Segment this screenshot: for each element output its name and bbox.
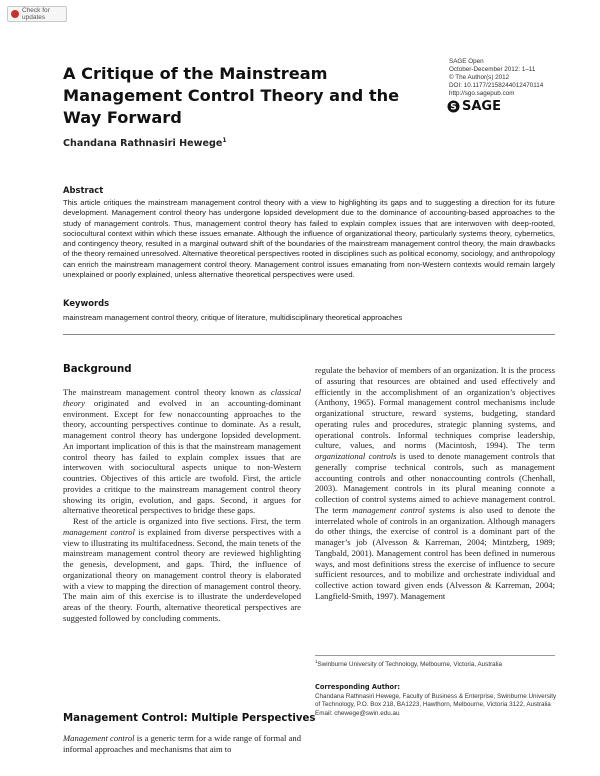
background-section bbox=[63, 387, 301, 624]
background-heading: Background bbox=[63, 364, 132, 375]
background-paragraph-2: Rest of the article is organized into five sections. First, the term management control is explained from diverse perspectives with a view to illustrating its multifacedness. Second, the main tenets of the mainstream management control theory are reviewed highlighting the genesis, development, and gaps. Third, the influence of organizational theory on management control theory is elaborated with a view to mapping the direction of management control theory. The main aim of this exercise is to illustrate the underdeveloped areas of the theory. Fourth, alternative theoretical perspectives are suggested followed by concluding comments. bbox=[63, 516, 301, 623]
right-column-text: regulate the behavior of members of an organization. It is the process of assuring that resources are obtained and used effectively and efficiently in the accomplishment of an organization’s objectives (Anthony, 1965). Formal management control mechanisms include organizational structure, reward systems, budgeting, standard operating rules and procedures, strategic planning systems, and operational controls. Informal techniques comprise leadership, culture, values, and norms (Macintosh, 1994). The term organizational controls is used to denote management controls that generally comprise technical controls, such as management accounting controls and other nonaccounting controls (Chenhall, 2003). Management controls in its plural meaning connote a collection of control systems aimed to achieve management control. The term management control systems is also used to denote the interrelated whole of controls in an organization. Although managers do other things, the exercise of control is a dominant part of the manager’s job (Alvesson & Karreman, 2004; Mintzberg, 1989; Tangbald, 2001). Management control has been defined in numerous ways, and most definitions stress the exercise of influence to secure sufficient resources, and to mobilize and orchestrate individual and collective action toward given ends (Alvesson & Karreman, 2004; Langfield-Smith, 1997). Management bbox=[315, 365, 556, 601]
sage-logo bbox=[447, 97, 537, 115]
copyright: © The Author(s) 2012 bbox=[449, 74, 510, 82]
article-title: A Critique of the Mainstream Management Control Theory and the Way Forward bbox=[63, 64, 400, 127]
background-paragraph-1: The mainstream management control theory known as classical theory originated and evolved in an accounting-dominant environment. Except for few nonaccounting approaches to the theory, accounting perspectives continue to dominate. As a result, management control theory has undergone lopsided development. An important implication of this is that the mainstream management control theory has failed to explain complex issues that are interwoven with sociocultural aspects unique to non-Western countries. Objectives of this article are twofold. First, the article provides a critique to the mainstream management control theory showing its origin, evolution, and gaps. Second, it argues for alternative theoretical perspectives to bridge these gaps. bbox=[63, 387, 301, 516]
journal-name: SAGE Open bbox=[449, 58, 484, 65]
abstract-heading: Abstract bbox=[63, 185, 104, 195]
journal-url[interactable]: http://sgo.sagepub.com bbox=[449, 90, 515, 98]
doi: DOI: 10.1177/2158244012470114 bbox=[449, 82, 544, 90]
management-control-heading: Management Control: Multiple Perspectives bbox=[63, 713, 316, 724]
corresponding-author-heading: Corresponding Author: bbox=[315, 683, 400, 691]
keywords-heading: Keywords bbox=[63, 298, 110, 308]
update-status-icon bbox=[11, 10, 19, 18]
abstract-text: This article critiques the mainstream management control theory with a view to highlighting its gaps and to suggesting a direction for its future development. Management control theory has undergone lopsided development due to the dominance of accounting-based approaches to the study of management controls. Thus, management control theory has failed to explain complex issues that are interwoven with deep-rooted, sociocultural context within which these issues emanate. Although the influence of organizational theory, particularly systems theory, cybernetics, and contingency theory, resulted in a marginal outward shift of the boundaries of the mainstream management control theory, the main drawbacks of the theory remained unresolved. Alternative theoretical perspectives rooted in disciplines such as political economy, sociology, and anthropology can enrich the mainstream management control theory. Management control issues emanating from non-Western contexts would remain largely unexplained or poorly explained, unless alternative theoretical perspectives were used. bbox=[63, 198, 555, 280]
author-line bbox=[63, 137, 463, 149]
corresponding-author-email[interactable]: Email: chewege@swin.edu.au bbox=[315, 709, 400, 717]
sage-logo-text: SAGE bbox=[462, 98, 501, 114]
management-control-paragraph: Management control is a generic term for a wide range of formal and informal approaches and mechanisms that aim to bbox=[63, 733, 302, 754]
header-divider bbox=[63, 334, 555, 335]
sage-logo-icon bbox=[447, 100, 460, 113]
journal-meta bbox=[449, 58, 594, 98]
svg-text:S: S bbox=[450, 102, 457, 113]
author-name: Chandana Rathnasiri Hewege bbox=[63, 138, 223, 150]
affiliation-note: $^1$Swinburne University of Technology, Melbourne, Victoria, Australia bbox=[315, 659, 502, 669]
corresponding-author-details bbox=[315, 693, 560, 718]
keywords-text: mainstream management control theory, critique of literature, multidisciplinary theoretical approaches bbox=[63, 313, 403, 322]
journal-issue: October-December 2012: 1–11 bbox=[449, 66, 536, 74]
check-for-updates-badge[interactable] bbox=[7, 6, 67, 22]
author-affiliation-mark: 1 bbox=[222, 137, 227, 144]
corresponding-author-address: Chandana Rathnasiri Hewege, Faculty of Business & Enterprise, Swinburne University of Technology, P.O. Box 218, BA1223, Hawthorn, Melbourne, Victoria 3122, Australia bbox=[315, 693, 557, 709]
check-for-updates-label: Check for updates bbox=[22, 7, 50, 21]
footnote-divider bbox=[315, 655, 555, 656]
